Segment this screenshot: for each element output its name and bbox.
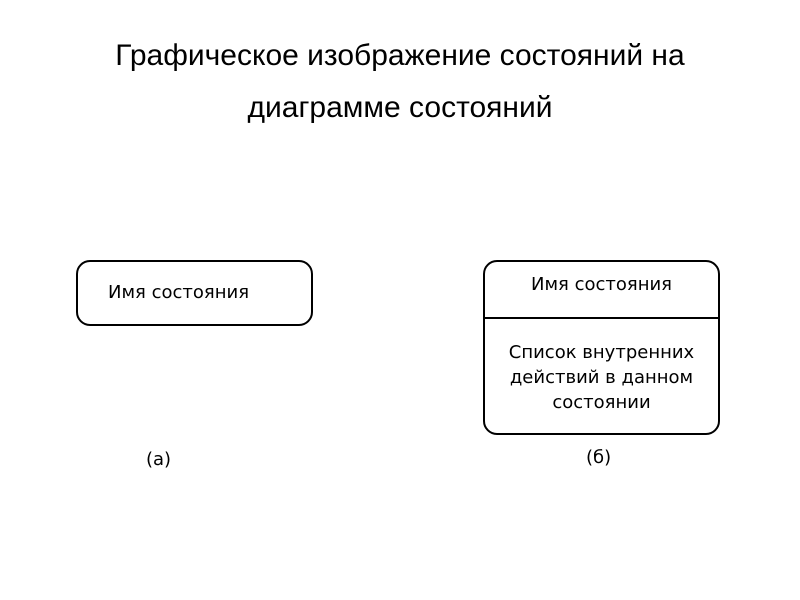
internal-actions-line-2: действий в данном	[509, 367, 694, 388]
slide-title-line-2: диаграмме состояний	[247, 91, 553, 124]
caption-b: (б)	[586, 447, 612, 468]
slide-title	[40, 30, 760, 134]
internal-actions-list	[489, 340, 714, 415]
compartment-state-box	[483, 260, 720, 435]
internal-actions-line-1: Список внутренних	[508, 342, 695, 363]
caption-a: (а)	[146, 449, 172, 470]
slide-title-line-1: Графическое изображение состояний на	[115, 39, 685, 72]
simple-state-box	[76, 260, 313, 326]
compartment-divider	[485, 317, 718, 319]
state-name-label: Имя состояния	[530, 274, 673, 295]
internal-actions-line-3: состоянии	[552, 392, 651, 413]
state-name-label: Имя состояния	[108, 282, 250, 303]
